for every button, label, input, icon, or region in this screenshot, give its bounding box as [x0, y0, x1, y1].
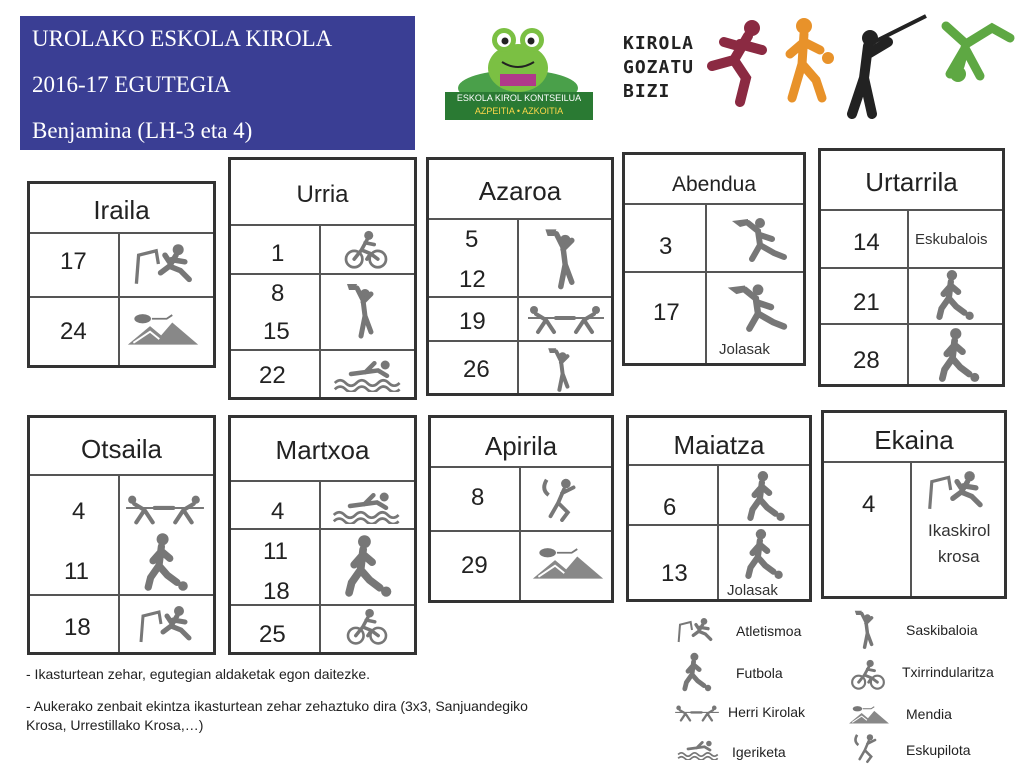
day-number: 11 [64, 558, 89, 585]
month-title: Urria [231, 160, 414, 226]
day-number: 17 [653, 299, 680, 326]
legend-herri-kirolak: Herri Kirolak [728, 704, 806, 720]
row-divider [821, 323, 1002, 325]
month-abendua [622, 152, 806, 366]
month-title: Ekaina [824, 413, 1004, 463]
month-otsaila [27, 415, 216, 655]
day-number: 17 [60, 248, 87, 275]
month-title: Maiatza [629, 418, 809, 466]
row-divider [629, 524, 809, 526]
column-divider [319, 482, 321, 652]
row-divider [30, 594, 213, 596]
month-urria [228, 157, 417, 400]
column-divider [319, 226, 321, 397]
row-divider [231, 349, 414, 351]
month-azaroa [426, 157, 614, 396]
logo-text-2: AZPEITIA • AZKOITIA [474, 106, 564, 116]
saskibaloia-icon [852, 608, 880, 650]
slogan [623, 32, 694, 104]
day-number: 25 [259, 621, 286, 648]
month-title: Abendua [625, 155, 803, 205]
day-number: 28 [853, 347, 880, 374]
legend-igeriketa: Igeriketa [732, 744, 786, 760]
legend-saskibaloia: Saskibaloia [906, 622, 978, 638]
month-title: Azaroa [429, 160, 611, 220]
month-apirila [428, 415, 614, 603]
row-divider [30, 296, 213, 298]
day-number: 6 [663, 494, 677, 521]
saskibaloia-icon [545, 344, 577, 394]
figure-runner [700, 14, 780, 109]
eskupilota-icon [539, 474, 587, 522]
jolasak-icon [729, 213, 791, 263]
column-divider [910, 463, 912, 596]
row-divider [231, 528, 414, 530]
row-divider [231, 604, 414, 606]
legend-futbola: Futbola [736, 665, 783, 681]
herri-kirolak-icon [525, 302, 607, 336]
eskupilota-icon [852, 730, 884, 764]
column-divider [517, 220, 519, 393]
futbola-icon [341, 534, 393, 598]
slogan-line-2: GOZATU [623, 57, 695, 78]
mendia-icon [126, 308, 200, 348]
day-number: 18 [64, 614, 91, 641]
day-number: 24 [60, 318, 87, 345]
atletismoa-icon [136, 604, 198, 644]
day-number: 8 [271, 280, 285, 307]
day-number: 3 [659, 233, 673, 260]
ekaina-note-1: Ikaskirol [928, 521, 991, 540]
day-number: 8 [471, 484, 485, 511]
day-number: 19 [459, 308, 486, 335]
atletismoa-icon [924, 469, 990, 511]
figure-cartwheel [910, 14, 1020, 94]
herri-kirolak-icon [124, 490, 206, 528]
day-number: 1 [271, 240, 285, 267]
legend-mendia: Mendia [906, 706, 952, 722]
row-divider [431, 530, 611, 532]
ekaina-note-2: krosa [938, 547, 980, 566]
column-divider [717, 466, 719, 599]
note-2b: Krosa, Urrestillako Krosa,…) [26, 717, 204, 733]
futbola-icon [678, 652, 714, 692]
month-iraila [27, 181, 216, 368]
day-number: 15 [263, 318, 290, 345]
day-number: 5 [465, 226, 479, 253]
month-title: Iraila [30, 184, 213, 234]
atletismoa-icon [132, 242, 198, 286]
slogan-line-1: KIROLA [623, 33, 695, 54]
txirrindularitza-icon [850, 654, 886, 696]
day-number: 13 [661, 560, 688, 587]
header-line-1: UROLAKO ESKOLA KIROLA [32, 26, 333, 51]
futbola-icon [140, 532, 190, 592]
txirrindularitza-icon [343, 230, 389, 270]
day-number: 29 [461, 552, 488, 579]
row-divider [429, 296, 611, 298]
month-ekaina [821, 410, 1007, 599]
abendua-note: Jolasak [719, 341, 770, 358]
column-divider [519, 468, 521, 600]
igeriketa-icon [329, 488, 407, 524]
month-title: Martxoa [231, 418, 414, 482]
month-title: Apirila [431, 418, 611, 468]
futbola-icon [933, 327, 983, 383]
maiatza-note: Jolasak [727, 582, 778, 599]
day-number: 11 [263, 538, 288, 565]
day-number: 21 [853, 289, 880, 316]
legend-txirrindularitza: Txirrindularitza [902, 664, 994, 680]
futbola-icon [743, 470, 787, 522]
row-divider [429, 340, 611, 342]
day-number: 22 [259, 362, 286, 389]
day-number: 18 [263, 578, 290, 605]
futbola-icon [741, 528, 785, 580]
month-martxoa [228, 415, 417, 655]
note-1: - Ikasturtean zehar, egutegian aldaketak egon daitezke. [26, 666, 371, 682]
txirrindularitza-icon [345, 608, 389, 646]
saskibaloia-icon [343, 278, 383, 342]
month-title: Otsaila [30, 418, 213, 476]
day-number: 4 [271, 498, 285, 525]
logo-caption [445, 92, 593, 120]
column-divider [118, 476, 120, 652]
igeriketa-icon [676, 738, 722, 760]
day-number: 26 [463, 356, 490, 383]
row-divider [625, 271, 803, 273]
saskibaloia-icon [541, 222, 585, 294]
mendia-icon [531, 542, 605, 582]
header-line-2: 2016-17 EGUTEGIA [32, 72, 231, 97]
month-urtarrila [818, 148, 1005, 387]
column-divider [705, 205, 707, 363]
herri-kirolak-icon [674, 700, 720, 726]
month-title: Urtarrila [821, 151, 1002, 211]
header-line-3: Benjamina (LH-3 eta 4) [32, 118, 253, 143]
day-number: 4 [72, 498, 86, 525]
urtarrila-note: Eskubalois [915, 231, 988, 248]
futbola-icon [931, 269, 977, 321]
column-divider [907, 211, 909, 384]
column-divider [118, 234, 120, 365]
row-divider [231, 273, 414, 275]
day-number: 4 [862, 491, 876, 518]
slogan-line-3: BIZI [623, 81, 671, 102]
day-number: 14 [853, 229, 880, 256]
header-banner [20, 16, 415, 150]
figure-football [782, 14, 837, 109]
note-2a: - Aukerako zenbait ekintza ikasturtean zehar zehaztuko dira (3x3, Sanjuandegiko [26, 698, 528, 714]
logo-text-1: ESKOLA KIROL KONTSEILUA [456, 93, 582, 103]
legend-eskupilota: Eskupilota [906, 742, 971, 758]
month-maiatza [626, 415, 812, 602]
legend-atletismoa: Atletismoa [736, 623, 802, 639]
igeriketa-icon [331, 356, 407, 392]
atletismoa-icon [676, 612, 716, 648]
mendia-icon [848, 702, 890, 726]
day-number: 12 [459, 266, 486, 293]
jolasak-icon [725, 279, 791, 333]
